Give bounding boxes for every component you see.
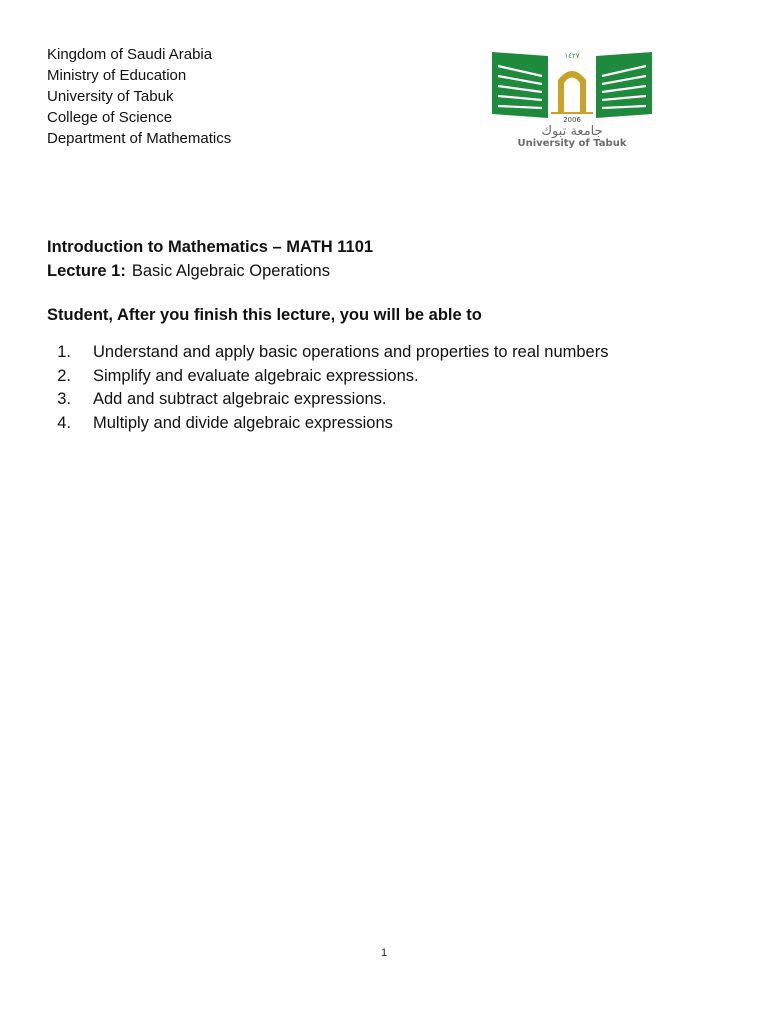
objectives-heading: Student, After you finish this lecture, you will be able to bbox=[47, 306, 482, 324]
list-item bbox=[47, 412, 608, 436]
list-item bbox=[47, 365, 608, 389]
list-item bbox=[47, 341, 608, 365]
logo-arabic-name: جامعة تبوك bbox=[541, 124, 603, 139]
lecture-name: Basic Algebraic Operations bbox=[131, 262, 330, 280]
header-line-department: Department of Mathematics bbox=[47, 130, 232, 147]
list-item-text: Understand and apply basic operations and properties to real numbers bbox=[93, 343, 609, 361]
list-item bbox=[47, 388, 608, 412]
page-number: 1 bbox=[380, 947, 388, 959]
course-info bbox=[47, 235, 373, 283]
logo-arch bbox=[551, 71, 593, 114]
logo-left-panel bbox=[492, 52, 548, 118]
lecture-line bbox=[47, 259, 373, 283]
header-line-kingdom: Kingdom of Saudi Arabia bbox=[47, 46, 213, 63]
institution-header bbox=[47, 44, 231, 149]
header-line-ministry: Ministry of Education bbox=[47, 67, 187, 84]
list-item-number: 4. bbox=[57, 413, 71, 432]
university-logo bbox=[488, 46, 656, 150]
list-item-number: 2. bbox=[57, 366, 71, 385]
lecture-label: Lecture 1: bbox=[47, 262, 126, 280]
logo-english-name: University of Tabuk bbox=[517, 138, 627, 149]
list-item-text: Multiply and divide algebraic expressions bbox=[93, 413, 393, 432]
objectives-list bbox=[47, 341, 608, 435]
course-title: Introduction to Mathematics – MATH 1101 bbox=[47, 238, 374, 256]
logo-top-text: ١٤٢٧ bbox=[564, 52, 580, 60]
logo-year: 2006 bbox=[563, 116, 581, 124]
logo-right-panel bbox=[596, 52, 652, 118]
list-item-text: Add and subtract algebraic expressions. bbox=[93, 390, 387, 408]
list-item-number: 1. bbox=[57, 343, 71, 361]
list-item-text: Simplify and evaluate algebraic expressions. bbox=[93, 366, 419, 385]
list-item-number: 3. bbox=[57, 390, 71, 408]
header-line-university: University of Tabuk bbox=[47, 88, 174, 105]
header-line-college: College of Science bbox=[47, 109, 173, 126]
